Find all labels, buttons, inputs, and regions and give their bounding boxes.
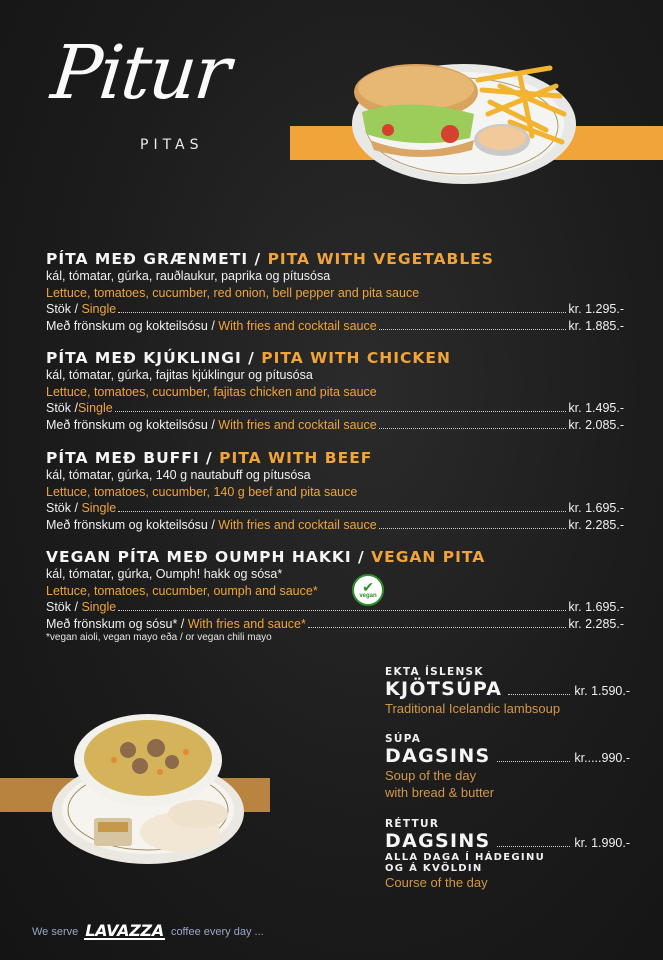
vegan-badge — [352, 574, 384, 606]
price: kr. 2.285.- — [568, 517, 624, 532]
price: kr. 2.285.- — [568, 616, 624, 631]
brand-logo: Pitur — [47, 30, 233, 116]
price: kr. 1.990.- — [574, 836, 630, 850]
special-hours: OG Á KVÖLDIN — [385, 863, 483, 874]
price: kr.....990.- — [574, 751, 630, 765]
item-title-is: PÍTA MEÐ KJÚKLINGI — [46, 349, 242, 367]
price-row-fries: Með frönskum og kokteilsósu / With fries and cocktail sauce kr. 2.085.- — [46, 417, 624, 432]
footer-post: coffee every day ... — [170, 926, 264, 938]
special-hours: ALLA DAGA Í HÁDEGINU — [385, 852, 546, 863]
special-desc: Soup of the day — [385, 768, 477, 783]
item-title-is: VEGAN PÍTA MEÐ OUMPH HAKKI — [46, 548, 352, 566]
special-big-title: DAGSINS — [385, 745, 491, 767]
special-small-title: SÚPA — [385, 733, 422, 745]
menu-item-vegetables: PÍTA MEÐ GRÆNMETI / PITA WITH VEGETABLES kál, tómatar, gúrka, rauðlaukur, paprika og pítusósa Lettuce, tomatoes, cucumber, red onion, bell pepper and pita sauce Stök / Single kr. 1.295.- Með frönskum og kokteilsósu / With fries and cocktail sauce kr. 1.885.- — [46, 250, 624, 333]
leaf-icon: ✔ — [362, 578, 374, 595]
item-desc-is: kál, tómatar, gúrka, Oumph! hakk og sósa* — [46, 567, 283, 581]
special-small-title: RÉTTUR — [385, 818, 440, 830]
item-desc-en: Lettuce, tomatoes, cucumber, 140 g beef and pita sauce — [46, 484, 358, 499]
price: kr. 1.695.- — [568, 600, 624, 614]
item-desc-is: kál, tómatar, gúrka, rauðlaukur, paprika og pítusósa — [46, 269, 331, 283]
price-row-fries: Með frönskum og kokteilsósu / With fries and cocktail sauce kr. 1.885.- — [46, 318, 624, 333]
price: kr. 1.295.- — [568, 302, 624, 316]
menu-item-beef: PÍTA MEÐ BUFFI / PITA WITH BEEF kál, tómatar, gúrka, 140 g nautabuff og pítusósa Lettuce, tomatoes, cucumber, 140 g beef and pita sauce Stök / Single kr. 1.695.- Með frönskum og kokteilsósu / With fries and cocktail sauce kr. 2.285.- — [46, 449, 624, 532]
price-row-single: Stök /Single kr. 1.495.- — [46, 401, 624, 415]
soup-plate-photo — [48, 700, 254, 868]
item-title-en: PITA WITH VEGETABLES — [267, 250, 494, 268]
item-desc-en: Lettuce, tomatoes, cucumber, red onion, bell pepper and pita sauce — [46, 285, 420, 300]
vegan-footnote: *vegan aioli, vegan mayo eða / or vegan chili mayo — [46, 632, 272, 643]
footer — [32, 921, 264, 940]
special-big-title: KJÖTSÚPA — [385, 678, 503, 700]
price-row-fries: Með frönskum og sósu* / With fries and sauce* kr. 2.285.- — [46, 616, 624, 631]
price: kr. 1.590.- — [574, 684, 630, 698]
price-row-single: Stök / Single kr. 1.695.- — [46, 600, 624, 614]
price: kr. 1.495.- — [568, 401, 624, 415]
special-desc: Traditional Icelandic lambsoup — [385, 701, 561, 716]
pita-plate-photo — [350, 56, 578, 186]
brand-subtitle: PITAS — [140, 137, 204, 153]
item-desc-is: kál, tómatar, gúrka, fajitas kjúklingur og pítusósa — [46, 368, 313, 382]
price: kr. 2.085.- — [568, 417, 624, 432]
price: kr. 1.695.- — [568, 501, 624, 515]
special-small-title: EKTA ÍSLENSK — [385, 666, 484, 678]
special-desc: with bread & butter — [385, 785, 495, 800]
item-title-is: PÍTA MEÐ BUFFI — [46, 449, 200, 467]
price-row-fries: Með frönskum og kokteilsósu / With fries and cocktail sauce kr. 2.285.- — [46, 517, 624, 532]
footer-pre: We serve — [32, 926, 79, 938]
item-title-is: PÍTA MEÐ GRÆNMETI — [46, 250, 249, 268]
special-kjotsupa — [385, 666, 630, 717]
item-title-en: VEGAN PITA — [371, 548, 486, 566]
price-row-single: Stök / Single kr. 1.295.- — [46, 302, 624, 316]
item-title-en: PITA WITH CHICKEN — [261, 349, 451, 367]
item-desc-en: Lettuce, tomatoes, cucumber, fajitas chicken and pita sauce — [46, 384, 377, 399]
special-big-title: DAGSINS — [385, 830, 491, 852]
menu-item-vegan: VEGAN PÍTA MEÐ OUMPH HAKKI / VEGAN PITA kál, tómatar, gúrka, Oumph! hakk og sósa* Lettuce, tomatoes, cucumber, oumph and sauce* Stök / Single kr. 1.695.- Með frönskum og sósu* / With fries and sauce* kr. 2.285.- *vegan aioli, vegan mayo eða / or vegan chili mayo — [46, 548, 624, 643]
lavazza-logo: LAVAZZA — [85, 921, 164, 940]
vegan-badge-label: vegan — [359, 592, 377, 599]
item-desc-en: Lettuce, tomatoes, cucumber, oumph and sauce* — [46, 583, 318, 598]
price-row-single: Stök / Single kr. 1.695.- — [46, 501, 624, 515]
menu-item-chicken: PÍTA MEÐ KJÚKLINGI / PITA WITH CHICKEN kál, tómatar, gúrka, fajitas kjúklingur og pítusósa Lettuce, tomatoes, cucumber, fajitas chicken and pita sauce Stök /Single kr. 1.495.- Með frönskum og kokteilsósu / With fries and cocktail sauce kr. 2.085.- — [46, 349, 624, 432]
item-desc-is: kál, tómatar, gúrka, 140 g nautabuff og pítusósa — [46, 468, 311, 482]
special-rettur-dagsins — [385, 818, 630, 891]
price: kr. 1.885.- — [568, 318, 624, 333]
item-title-en: PITA WITH BEEF — [219, 449, 373, 467]
special-supa-dagsins — [385, 733, 630, 801]
special-desc: Course of the day — [385, 875, 488, 890]
